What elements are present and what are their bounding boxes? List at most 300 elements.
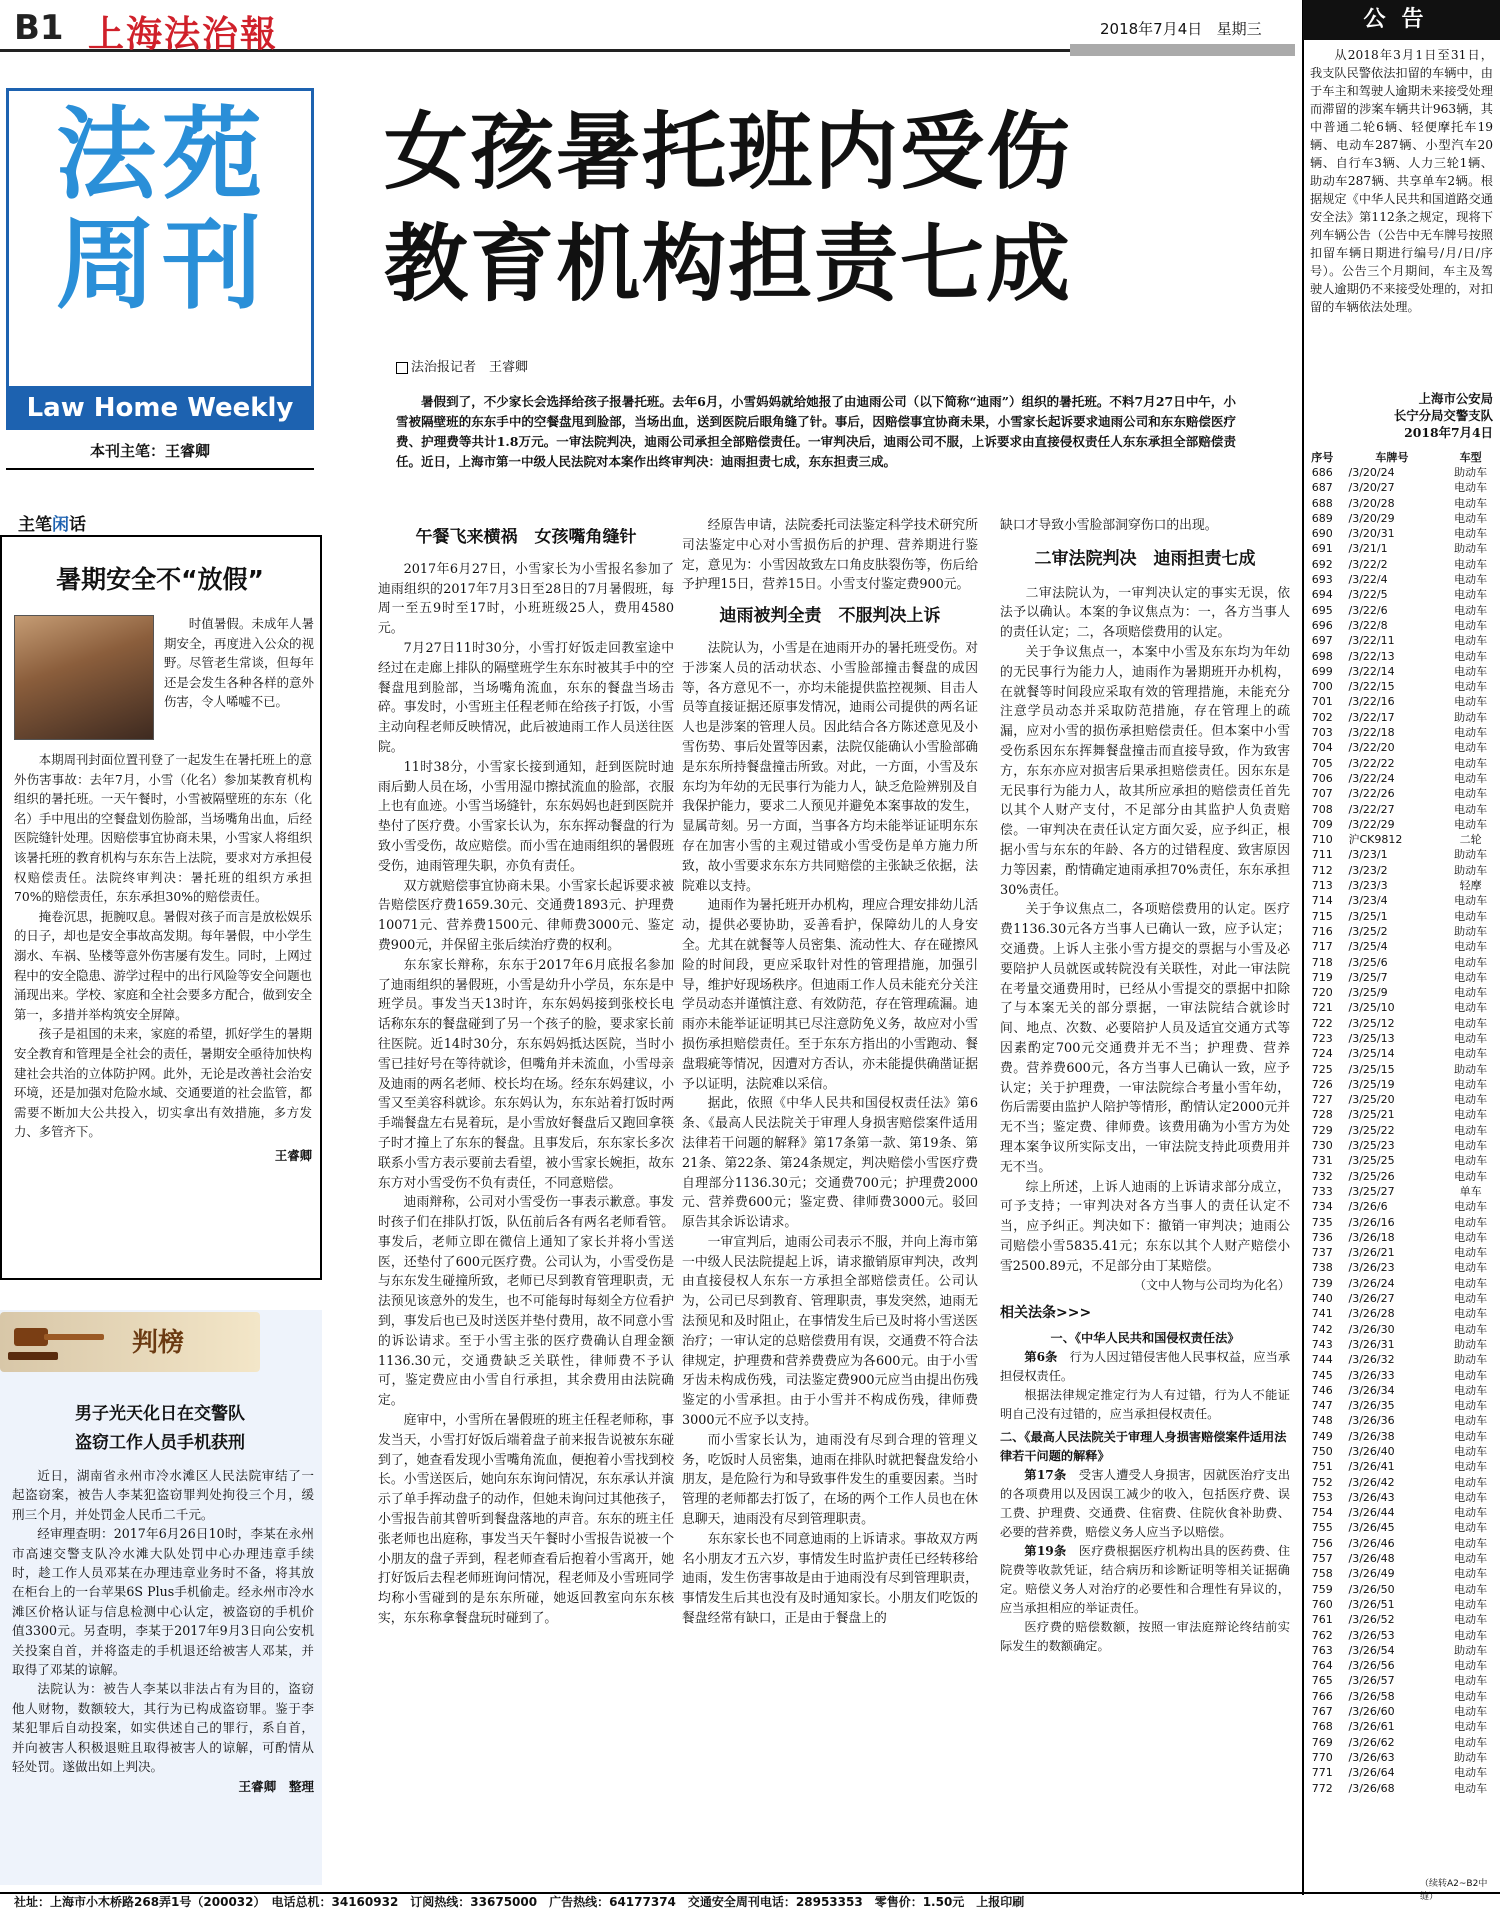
article-column-1 bbox=[378, 528, 674, 1888]
table-cell: 696 bbox=[1311, 618, 1333, 632]
table-row bbox=[1304, 511, 1498, 526]
table-row bbox=[1304, 633, 1498, 648]
editorial-body bbox=[14, 750, 312, 1165]
table-row bbox=[1304, 1352, 1498, 1367]
table-cell: /3/25/13 bbox=[1348, 1031, 1395, 1045]
table-cell: 717 bbox=[1311, 940, 1333, 954]
law-section-2-title: 二、《最高人民法院关于审理人身损害赔偿案件适用法律若干问题的解释》 bbox=[1000, 1430, 1287, 1464]
table-cell: 电动车 bbox=[1454, 557, 1488, 571]
table-cell: /3/26/64 bbox=[1348, 1766, 1395, 1780]
table-cell: 735 bbox=[1311, 1215, 1333, 1229]
table-row bbox=[1304, 1291, 1498, 1306]
table-cell: 电动车 bbox=[1454, 1705, 1488, 1719]
table-cell: 电动车 bbox=[1454, 664, 1488, 678]
table-header: 车牌号 bbox=[1375, 450, 1409, 464]
table-cell: 706 bbox=[1311, 771, 1333, 785]
table-cell: 701 bbox=[1311, 695, 1333, 709]
table-cell: 电动车 bbox=[1454, 511, 1488, 525]
table-row bbox=[1304, 694, 1498, 709]
notice-sign-line: 上海市公安局 bbox=[1418, 391, 1493, 406]
table-cell: /3/22/13 bbox=[1348, 649, 1395, 663]
table-row bbox=[1304, 465, 1498, 480]
table-row bbox=[1304, 1276, 1498, 1291]
law-article: 第6条 bbox=[1024, 1350, 1058, 1365]
verdict-title-line1: 男子光天化日在交警队 bbox=[75, 1404, 245, 1424]
table-cell: 电动车 bbox=[1454, 1521, 1488, 1535]
table-cell: 730 bbox=[1311, 1139, 1333, 1153]
table-cell: 电动车 bbox=[1454, 741, 1488, 755]
vehicle-table bbox=[1304, 448, 1498, 1796]
table-cell: 电动车 bbox=[1454, 1552, 1488, 1566]
table-cell: /3/26/44 bbox=[1348, 1506, 1395, 1520]
table-cell: 电动车 bbox=[1454, 802, 1488, 816]
table-cell: /3/23/1 bbox=[1348, 848, 1388, 862]
table-cell: 766 bbox=[1311, 1689, 1333, 1703]
table-row bbox=[1304, 970, 1498, 985]
table-cell: 电动车 bbox=[1454, 1322, 1488, 1336]
table-row bbox=[1304, 1169, 1498, 1184]
table-row bbox=[1304, 1107, 1498, 1122]
table-cell: /3/25/23 bbox=[1348, 1139, 1395, 1153]
table-cell: /3/20/28 bbox=[1348, 496, 1395, 510]
table-row bbox=[1304, 1184, 1498, 1199]
table-cell: 726 bbox=[1311, 1077, 1333, 1091]
table-cell: 电动车 bbox=[1454, 1108, 1488, 1122]
table-cell: 731 bbox=[1311, 1154, 1333, 1168]
table-cell: 707 bbox=[1311, 787, 1333, 801]
table-cell: /3/22/15 bbox=[1348, 680, 1395, 694]
table-row bbox=[1304, 863, 1498, 878]
table-cell: 725 bbox=[1311, 1062, 1333, 1076]
table-row bbox=[1304, 1306, 1498, 1321]
notice-title: 公告 bbox=[1303, 0, 1500, 40]
masthead: 上海法治報 bbox=[88, 13, 279, 55]
table-cell: 助动车 bbox=[1454, 710, 1488, 724]
table-row bbox=[1304, 710, 1498, 725]
table-row bbox=[1304, 1077, 1498, 1092]
table-cell: /3/26/41 bbox=[1348, 1460, 1395, 1474]
paragraph: 庭审中，小雪所在暑假班的班主任程老师称，事发当天，小雪打好饭后端着盘子前来报告说被东东碰到了，她查看发现小雪嘴角流血，便抱着小雪找到校长。小雪送医后，她向东东询问情况，东东承认并演示了单手挥动盘子的动作，但她未询问过其他孩子，小雪报告前其曾听到餐盘落地的声音。东东的班主任张老师也出庭称，事发当天午餐时小雪报告说被一个小朋友的盘子弄到，程老师查看后抱着小雪离开，她打好饭后去程老师班询问情况，程老师及小雪班同学均称小雪碰到的是东东所碰，她返回教室向东东核实，东东称拿餐盘玩时碰到了。 bbox=[378, 1413, 674, 1627]
paragraph: 缺口才导致小雪脸部洞穿伤口的出现。 bbox=[1000, 518, 1218, 533]
table-cell: 电动车 bbox=[1454, 680, 1488, 694]
notice-body: 从2018年3月1日至31日，我支队民警依法扣留的车辆中，由于车主和驾驶人逾期未来接受处理而滞留的涉案车辆共计963辆，其中普通二轮6辆、轻便摩托车19辆、电动车287辆、小型汽车20辆、自行车3辆、人力三轮1辆、助动车287辆、共享单车2辆。根据规定《中华人民共和国道路交通安全法》第112条之规定，现将下列车辆公告（公告中无车牌号按照扣留车辆日期进行编号/月/日/序号）。公告三个月期间，车主及驾驶人逾期仍不来接受处理的，对扣留的车辆依法处理。 bbox=[1310, 48, 1493, 314]
table-cell: 电动车 bbox=[1454, 1429, 1488, 1443]
table-cell: 704 bbox=[1311, 741, 1333, 755]
paragraph: 二审法院认为，一审判决认定的事实无误，依法予以确认。本案的争议焦点为：一，各方当事人的责任认定；二，各项赔偿费用的认定。 bbox=[1000, 585, 1290, 641]
table-cell: 755 bbox=[1311, 1521, 1333, 1535]
table-cell: 740 bbox=[1311, 1292, 1333, 1306]
table-row bbox=[1304, 924, 1498, 939]
table-row bbox=[1304, 1337, 1498, 1352]
table-cell: 703 bbox=[1311, 726, 1333, 740]
table-cell: /3/26/18 bbox=[1348, 1230, 1395, 1244]
table-cell: /3/22/4 bbox=[1348, 573, 1388, 587]
table-cell: /3/25/26 bbox=[1348, 1169, 1395, 1183]
table-row bbox=[1304, 1444, 1498, 1459]
table-cell: 电动车 bbox=[1454, 1567, 1488, 1581]
table-cell: 752 bbox=[1311, 1475, 1333, 1489]
table-row bbox=[1304, 725, 1498, 740]
table-cell: /3/25/1 bbox=[1348, 909, 1388, 923]
table-row bbox=[1304, 893, 1498, 908]
table-cell: /3/22/8 bbox=[1348, 618, 1388, 632]
table-row bbox=[1304, 802, 1498, 817]
subheading-1: 午餐飞来横祸 女孩嘴角缝针 bbox=[415, 528, 637, 547]
table-cell: 电动车 bbox=[1454, 527, 1488, 541]
table-cell: /3/26/42 bbox=[1348, 1475, 1395, 1489]
table-cell: /3/26/50 bbox=[1348, 1582, 1395, 1596]
verdict-body bbox=[12, 1466, 314, 1796]
table-cell: /3/22/18 bbox=[1348, 726, 1395, 740]
law-article: 第19条 bbox=[1024, 1544, 1067, 1559]
table-row bbox=[1304, 985, 1498, 1000]
table-row bbox=[1304, 572, 1498, 587]
table-cell: /3/20/29 bbox=[1348, 511, 1395, 525]
table-row bbox=[1304, 847, 1498, 862]
table-cell: /3/22/20 bbox=[1348, 741, 1395, 755]
table-cell: /3/26/31 bbox=[1348, 1337, 1395, 1351]
table-cell: /3/25/22 bbox=[1348, 1123, 1395, 1137]
table-cell: /3/26/45 bbox=[1348, 1521, 1395, 1535]
table-cell: /3/26/54 bbox=[1348, 1643, 1395, 1657]
table-cell: 719 bbox=[1311, 970, 1333, 984]
section-title bbox=[22, 96, 302, 323]
table-cell: 电动车 bbox=[1454, 1077, 1488, 1091]
article-column-2 bbox=[682, 516, 978, 1888]
table-cell: 电动车 bbox=[1454, 1674, 1488, 1688]
table-cell: 695 bbox=[1311, 603, 1333, 617]
table-cell: 电动车 bbox=[1454, 588, 1488, 602]
table-row bbox=[1304, 1153, 1498, 1168]
table-row bbox=[1304, 1398, 1498, 1413]
table-cell: 711 bbox=[1311, 848, 1333, 862]
table-cell: 电动车 bbox=[1454, 1445, 1488, 1458]
law-text: 行为人因过错侵害他人民事权益，应当承担侵权责任。 bbox=[1000, 1350, 1290, 1384]
editorial-tag-prefix: 主笔 bbox=[18, 515, 52, 535]
table-cell: /3/23/4 bbox=[1348, 894, 1388, 908]
table-cell: 688 bbox=[1311, 496, 1333, 510]
table-cell: 电动车 bbox=[1454, 1766, 1488, 1780]
subheading-2: 迪雨被判全责 不服判决上诉 bbox=[719, 606, 941, 627]
law-text: 受害人遭受人身损害，因就医治疗支出的各项费用以及因误工减少的收入，包括医疗费、误工费、护理费、交通费、住宿费、住院伙食补助费、必要的营养费，赔偿义务人应当予以赔偿。 bbox=[1000, 1468, 1290, 1540]
table-header: 车型 bbox=[1459, 450, 1482, 464]
section-title-line2: 周刊 bbox=[56, 206, 268, 323]
table-cell: 电动车 bbox=[1454, 1659, 1488, 1673]
editorial-tag-suffix: 话 bbox=[69, 515, 86, 535]
table-row bbox=[1304, 679, 1498, 694]
table-cell: 734 bbox=[1311, 1200, 1333, 1214]
table-cell: 电动车 bbox=[1454, 1781, 1488, 1795]
table-cell: 电动车 bbox=[1454, 649, 1488, 663]
editorial-paragraph: 本期周刊封面位置刊登了一起发生在暑托班上的意外伤害事故：去年7月，小雪（化名）参加某教育机构组织的暑托班。一天午餐时，小雪被隔壁班的东东（化名）手中甩出的空餐盘划伤脸部，当场嘴角出血，后经医院缝针处理。因赔偿事宜协商未果，小雪家人将组织该暑托班的教育机构与东东告上法院，要求对方承担侵权赔偿责任。法院终审判决：暑托班的组织方承担70%的赔偿责任，东东承担30%的赔偿责任。 bbox=[14, 752, 312, 905]
table-cell: 724 bbox=[1311, 1047, 1333, 1061]
table-cell: 699 bbox=[1311, 664, 1333, 678]
continued-note: （续转A2~B2中缝） bbox=[1420, 1879, 1488, 1902]
table-cell: 电动车 bbox=[1454, 1200, 1488, 1214]
table-cell: 电动车 bbox=[1454, 894, 1488, 908]
table-cell: 744 bbox=[1311, 1353, 1333, 1367]
table-row bbox=[1304, 1322, 1498, 1337]
table-row bbox=[1304, 1612, 1498, 1627]
table-cell: /3/25/21 bbox=[1348, 1108, 1395, 1122]
table-cell: /3/25/2 bbox=[1348, 924, 1388, 938]
footer: 社址：上海市小木桥路268弄1号（200032） 电话总机：34160932 订阅热线：33675000 广告热线：64177374 交通安全周刊电话：28953353 零售价：1.50元 上报印刷 bbox=[0, 1892, 1500, 1910]
table-cell: 助动车 bbox=[1454, 542, 1488, 556]
table-cell: 765 bbox=[1311, 1674, 1333, 1688]
table-cell: 761 bbox=[1311, 1613, 1333, 1627]
paragraph: 迪雨作为暑托班开办机构，理应合理安排幼儿活动，提供必要协助，妥善看护，保障幼儿的人身安全。尤其在就餐等人员密集、流动性大、存在碰擦风险的时间段，更应采取针对性的管理措施，加强引导，维护好现场秩序。但迪雨工作人员未能充分关注学员动态并谨慎注意、有效防范，存在管理疏漏。迪雨亦未能举证证明其已尽注意防免义务，故应对小雪损伤承担赔偿责任。至于东东方指出的小雪跑动、餐盘瑕疵等情况，因遭对方否认，亦未能提供确凿证据予以证明，法院难以采信。 bbox=[682, 898, 978, 1092]
table-cell: 电动车 bbox=[1454, 771, 1488, 785]
table-cell: 电动车 bbox=[1454, 1490, 1488, 1504]
headline bbox=[384, 96, 1072, 320]
table-cell: /3/26/61 bbox=[1348, 1720, 1395, 1734]
byline bbox=[396, 356, 528, 375]
notice-sign-line: 2018年7月4日 bbox=[1404, 425, 1493, 440]
table-cell: 电动车 bbox=[1454, 1031, 1488, 1045]
table-cell: /3/25/4 bbox=[1348, 940, 1388, 954]
verdict-paragraph: 经审理查明：2017年6月26日10时，李某在永州市高速交警支队冷水滩大队处罚中心办理违章手续时，趁工作人员邓某在办理违章业务时不备，将其放在柜台上的一台苹果6S Plus手机偷走。经永州市冷水滩区价格认证与信息检测中心认定，被盗窃的手机价值3300元。另查明，李某于2017年9月3日向公安机关投案自首，并将盗走的手机退还给被害人邓某，并取得了邓某的谅解。 bbox=[12, 1526, 314, 1678]
table-row bbox=[1304, 1658, 1498, 1673]
paragraph: 迪雨辩称，公司对小雪受伤一事表示歉意。事发时孩子们在排队打饭，队伍前后各有两名老师看管。事发后，老师立即在微信上通知了家长并将小雪送医，还垫付了600元医疗费。公司认为，小雪受伤是与东东发生碰撞所致，老师已尽到教育管理职责，无法预见该意外的发生，也不可能每时每刻全方位看护到，事发后也已及时送医并垫付费用，故不同意小雪的诉讼请求。至于小雪主张的医疗费确认自理金额1136.30元，交通费缺乏关联性，律师费不予认可，鉴定费应由小雪自行承担，其余费用由法院确定。 bbox=[378, 1195, 674, 1409]
table-row bbox=[1304, 1536, 1498, 1551]
table-row bbox=[1304, 1046, 1498, 1061]
table-cell: /3/25/12 bbox=[1348, 1016, 1395, 1030]
table-cell: 767 bbox=[1311, 1705, 1333, 1719]
table-cell: /3/22/27 bbox=[1348, 802, 1395, 816]
table-cell: /3/22/6 bbox=[1348, 603, 1388, 617]
table-cell: /3/26/30 bbox=[1348, 1322, 1395, 1336]
table-cell: 689 bbox=[1311, 511, 1333, 525]
table-row bbox=[1304, 664, 1498, 679]
table-cell: /3/25/20 bbox=[1348, 1093, 1395, 1107]
table-cell: 756 bbox=[1311, 1536, 1333, 1550]
table-cell: 电动车 bbox=[1454, 1261, 1488, 1275]
table-cell: 702 bbox=[1311, 710, 1333, 724]
table-cell: 二轮 bbox=[1459, 833, 1482, 847]
table-cell: 电动车 bbox=[1454, 618, 1488, 632]
paragraph: 东东家长辩称，东东于2017年6月底报名参加了迪雨组织的暑假班，小雪是幼升小学员，东东是中班学员。事发当天13时许，东东妈妈接到张校长电话称东东的餐盘碰到了另一个孩子的脸，要求家长前往医院。近14时30分，东东妈妈抵达医院，当时小雪已挂好号在等待就诊，但嘴角并未流血，小雪母亲及迪雨的两名老师、校长均在场。经东东妈建议，小雪又至美容科就诊。东东妈认为，东东站着打饭时两手端餐盘左右晃着玩，是小雪放好餐盘后又跑回拿筷子时才撞上了东东的餐盘。且事发后，东东家长多次联系小雪方表示要前去看望，被小雪家长婉拒，故东东方对小雪受伤不负有责任，不同意赔偿。 bbox=[378, 957, 674, 1191]
table-row bbox=[1304, 1459, 1498, 1474]
table-row bbox=[1304, 1215, 1498, 1230]
table-cell: 电动车 bbox=[1454, 1139, 1488, 1153]
table-row bbox=[1304, 786, 1498, 801]
table-cell: 电动车 bbox=[1454, 1001, 1488, 1015]
editorial-title: 暑期安全不“放假” bbox=[56, 565, 264, 594]
table-cell: 710 bbox=[1311, 833, 1333, 847]
table-cell: /3/23/2 bbox=[1348, 863, 1388, 877]
paragraph: 法院认为，小雪是在迪雨开办的暑托班受伤。对于涉案人员的活动状态、小雪脸部撞击餐盘的成因等，各方意见不一，亦均未能提供监控视频、目击人员等直接证据还原事发情况，迪雨公司提供的两名证人也是涉案的管理人员。因此结合各方陈述意见及小雪伤势、事后处置等因素，法院仅能确认小雪脸部确是东东所持餐盘撞击所致。对此，一方面，小雪及东东均为年幼的无民事行为能力人，缺乏危险辨别及自我保护能力，要求二人预见并避免本案事故的发生，显属苛刻。另一方面，当事各方均未能举证证明东东存在加害小雪的主观过错或小雪受伤是单方施力所致，故小雪要求东东方共同赔偿的主张缺乏依据，法院难以支持。 bbox=[682, 640, 978, 894]
table-cell: /3/22/11 bbox=[1348, 634, 1395, 648]
table-cell: /3/26/63 bbox=[1348, 1750, 1395, 1764]
table-cell: 单车 bbox=[1459, 1184, 1482, 1198]
table-cell: /3/26/36 bbox=[1348, 1414, 1395, 1428]
section-editor: 本刊主笔：王睿卿 bbox=[90, 442, 211, 460]
table-cell: 电动车 bbox=[1454, 1246, 1488, 1260]
table-cell: 712 bbox=[1311, 863, 1333, 877]
table-cell: /3/26/32 bbox=[1348, 1353, 1395, 1367]
table-cell: 691 bbox=[1311, 542, 1333, 556]
table-cell: 692 bbox=[1311, 557, 1333, 571]
table-cell: /3/26/23 bbox=[1348, 1261, 1395, 1275]
table-cell: /3/21/1 bbox=[1348, 542, 1388, 556]
table-cell: 749 bbox=[1311, 1429, 1333, 1443]
law-text: 医疗费根据医疗机构出具的医药费、住院费等收款凭证，结合病历和诊断证明等相关证据确定。赔偿义务人对治疗的必要性和合理性有异议的，应当承担相应的举证责任。 bbox=[1000, 1544, 1290, 1616]
table-row bbox=[1304, 939, 1498, 954]
table-cell: /3/26/28 bbox=[1348, 1307, 1395, 1321]
table-cell: 713 bbox=[1311, 879, 1333, 893]
paragraph: 东东家长也不同意迪雨的上诉请求。事故双方两名小朋友才五六岁，事情发生时监护责任已经转移给迪雨，发生伤害事故是由于迪雨没有尽到管理职责，事情发生后其也没有及时通知家长。小朋友们吃饭的餐盘经常有缺口，正是由于餐盘上的 bbox=[682, 1531, 978, 1627]
table-cell: /3/25/27 bbox=[1348, 1184, 1395, 1198]
table-cell: 电动车 bbox=[1454, 1368, 1488, 1382]
table-cell: /3/22/16 bbox=[1348, 695, 1395, 709]
paragraph: 7月27日11时30分，小雪打好饭走回教室途中经过在走廊上排队的隔壁班学生东东时被其手中的空餐盘甩到脸部，当场嘴角流血，东东的餐盘当场击碎。事发时，小雪班主任程老师在给孩子打饭，小雪主动向程老师反映情况，此后被迪雨工作人员送往医院。 bbox=[378, 640, 674, 755]
table-cell: 电动车 bbox=[1454, 695, 1488, 709]
table-cell: 757 bbox=[1311, 1552, 1333, 1566]
table-cell: 电动车 bbox=[1454, 1154, 1488, 1168]
table-cell: 721 bbox=[1311, 1001, 1333, 1015]
table-cell: 727 bbox=[1311, 1093, 1333, 1107]
table-cell: 750 bbox=[1311, 1445, 1333, 1458]
verdict-paragraph: 近日，湖南省永州市冷水滩区人民法院审结了一起盗窃案，被告人李某犯盗窃罪判处拘役三个月，缓刑三个月，并处罚金人民币二千元。 bbox=[12, 1468, 314, 1522]
table-cell: 助动车 bbox=[1454, 1750, 1488, 1764]
table-cell: 助动车 bbox=[1454, 466, 1488, 479]
law-text: 医疗费的赔偿数额，按照一审法庭辩论终结前实际发生的数额确定。 bbox=[1000, 1620, 1290, 1654]
table-cell: 电动车 bbox=[1454, 496, 1488, 510]
table-cell: /3/26/21 bbox=[1348, 1246, 1395, 1260]
table-cell: 762 bbox=[1311, 1628, 1333, 1642]
table-row bbox=[1304, 618, 1498, 633]
table-cell: 电动车 bbox=[1454, 1123, 1488, 1137]
table-cell: 764 bbox=[1311, 1659, 1333, 1673]
table-cell: 743 bbox=[1311, 1337, 1333, 1351]
table-cell: 747 bbox=[1311, 1399, 1333, 1413]
editorial-author: 王睿卿 bbox=[274, 1147, 312, 1163]
table-row bbox=[1304, 1520, 1498, 1535]
table-cell: /3/26/16 bbox=[1348, 1215, 1395, 1229]
section-title-line1: 法苑 bbox=[56, 96, 268, 213]
table-row bbox=[1304, 1566, 1498, 1581]
editorial-tag-mid: 闲 bbox=[52, 515, 69, 535]
headline-line1: 女孩暑托班内受伤 bbox=[384, 102, 1073, 201]
table-cell: /3/25/6 bbox=[1348, 955, 1388, 969]
table-row bbox=[1304, 1597, 1498, 1612]
verdict-title bbox=[10, 1400, 310, 1458]
table-cell: /3/22/29 bbox=[1348, 817, 1395, 831]
table-row bbox=[1304, 480, 1498, 495]
table-cell: 758 bbox=[1311, 1567, 1333, 1581]
table-cell: 708 bbox=[1311, 802, 1333, 816]
table-cell: 690 bbox=[1311, 527, 1333, 541]
table-cell: /3/22/5 bbox=[1348, 588, 1388, 602]
table-cell: /3/22/22 bbox=[1348, 756, 1395, 770]
table-cell: /3/26/49 bbox=[1348, 1567, 1395, 1581]
table-row bbox=[1304, 1230, 1498, 1245]
table-cell: /3/25/10 bbox=[1348, 1001, 1395, 1015]
verdict-paragraph: 法院认为：被告人李某以非法占有为目的，盗窃他人财物，数额较大，其行为已构成盗窃罪。鉴于李某犯罪后自动投案，如实供述自己的罪行，系自首，并向被害人积极退赃且取得被害人的谅解，可酌情从轻处罚。遂做出如上判决。 bbox=[12, 1681, 314, 1775]
table-cell: 697 bbox=[1311, 634, 1333, 648]
table-cell: /3/22/2 bbox=[1348, 557, 1388, 571]
paragraph: 2017年6月27日，小雪家长为小雪报名参加了迪雨组织的2017年7月3日至28日的7月暑假班，每周一至五9时至17时，小班班级25人，费用4580元。 bbox=[378, 561, 674, 637]
table-row bbox=[1304, 1000, 1498, 1015]
headline-line2: 教育机构担责七成 bbox=[384, 214, 1073, 313]
table-cell: /3/26/56 bbox=[1348, 1659, 1395, 1673]
table-cell: 电动车 bbox=[1454, 1597, 1488, 1611]
table-row bbox=[1304, 1123, 1498, 1138]
related-laws-heading: 相关法条>>> bbox=[1000, 1305, 1092, 1322]
table-cell: 736 bbox=[1311, 1230, 1333, 1244]
table-cell: /3/26/60 bbox=[1348, 1705, 1395, 1719]
table-cell: 电动车 bbox=[1454, 787, 1488, 801]
table-row bbox=[1304, 649, 1498, 664]
table-cell: 770 bbox=[1311, 1750, 1333, 1764]
table-cell: /3/26/33 bbox=[1348, 1368, 1395, 1382]
table-cell: 754 bbox=[1311, 1506, 1333, 1520]
table-row bbox=[1304, 1643, 1498, 1658]
law-text: 根据法律规定推定行为人有过错，行为人不能证明自己没有过错的，应当承担侵权责任。 bbox=[1000, 1388, 1290, 1422]
table-cell: /3/20/31 bbox=[1348, 527, 1395, 541]
table-cell: /3/25/25 bbox=[1348, 1154, 1395, 1168]
table-row bbox=[1304, 832, 1498, 847]
table-cell: /3/26/43 bbox=[1348, 1490, 1395, 1504]
table-cell: 705 bbox=[1311, 756, 1333, 770]
table-cell: /3/25/7 bbox=[1348, 970, 1388, 984]
table-cell: 733 bbox=[1311, 1184, 1333, 1198]
table-cell: 助动车 bbox=[1454, 1643, 1488, 1657]
table-cell: 745 bbox=[1311, 1368, 1333, 1382]
related-laws bbox=[1000, 1304, 1290, 1656]
table-cell: 电动车 bbox=[1454, 1292, 1488, 1306]
editorial-paragraph: 孩子是祖国的未来，家庭的希望，抓好学生的暑期安全教育和管理是全社会的责任，暑期安全亟待加快构建社会共治的立体防护网。此外，无论是改善社会治安环境，还是加强对危险水域、交通要道的社会监管，都需要不断加大公共投入，切实拿出有效措施，多方发力、多管齐下。 bbox=[14, 1026, 312, 1140]
paragraph: 一审宣判后，迪雨公司表示不服，并向上海市第一中级人民法院提起上诉，请求撤销原审判决，改判由直接侵权人东东一方承担全部赔偿责任。公司认为，公司已尽到教育、管理职责，事发突然，迪雨无法预见和及时阻止，在事情发生后已及时将小雪送医治疗；一审认定的总赔偿费用有误，交通费不符合法律规定，护理费和营养费费应为各600元。由于小雪牙齿未构成伤残，司法鉴定费900元应当由提出伤残鉴定的小雪承担。由于小雪并不构成伤残，律师费3000元不应予以支持。 bbox=[682, 1234, 978, 1429]
table-row bbox=[1304, 541, 1498, 556]
table-cell: 771 bbox=[1311, 1766, 1333, 1780]
paragraph: 双方就赔偿事宜协商未果。小雪家长起诉要求被告赔偿医疗费1659.30元、交通费1893元、护理费10071元、营养费1500元、律师费3000元、鉴定费900元，并保留主张后续治疗费的权利。 bbox=[378, 878, 674, 953]
table-row bbox=[1304, 1628, 1498, 1643]
table-cell: /3/26/46 bbox=[1348, 1536, 1395, 1550]
notice-sign-line: 长宁分局交警支队 bbox=[1393, 408, 1493, 423]
table-cell: 电动车 bbox=[1454, 573, 1488, 587]
table-cell: /3/26/6 bbox=[1348, 1200, 1388, 1214]
verdict-label: 判榜 bbox=[132, 1328, 185, 1358]
table-cell: 电动车 bbox=[1454, 1613, 1488, 1627]
editorial-paragraph: 时值暑假。未成年人暑期安全，再度进入公众的视野。尽管老生常谈，但每年还是会发生各种各样的意外伤害，令人唏嘘不已。 bbox=[164, 616, 314, 710]
table-row bbox=[1304, 1260, 1498, 1275]
subheading-3: 二审法院判决 迪雨担责七成 bbox=[1034, 548, 1256, 569]
table-cell: 739 bbox=[1311, 1276, 1333, 1290]
table-row bbox=[1304, 1505, 1498, 1520]
paragraph: 关于争议焦点一，本案中小雪及东东均为年幼的无民事行为能力人，迪雨作为暑期班开办机构，在就餐等时间段应采取有效的管理措施，未能充分注意学员动态并采取防范措施，存在管理上的疏漏，应对小雪的损伤承担赔偿责任。但本案中小雪受伤系因东东挥舞餐盘撞击而直接导致，作为致害方，东东亦应对损害后果承担赔偿责任。因东东是无民事行为能力人，故其所应承担的赔偿责任首先以其个人财产支付，不足部分由其监护人负责赔偿。一审判决在责任认定方面欠妥，应予纠正，根据小雪与东东的年龄、各方的过错程度、致害原因力等因素，酌情确定迪雨承担70%责任，东东承担30%责任。 bbox=[1000, 644, 1290, 898]
table-cell: /3/26/53 bbox=[1348, 1628, 1395, 1642]
author-photo bbox=[14, 615, 154, 740]
table-cell: 电动车 bbox=[1454, 1735, 1488, 1749]
table-cell: 751 bbox=[1311, 1460, 1333, 1474]
table-row bbox=[1304, 1429, 1498, 1444]
law-section-1-title: 一、《中华人民共和国侵权责任法》 bbox=[1050, 1331, 1240, 1346]
table-cell: 助动车 bbox=[1454, 1062, 1488, 1076]
table-cell: 电动车 bbox=[1454, 1215, 1488, 1229]
table-cell: /3/22/14 bbox=[1348, 664, 1395, 678]
paragraph: 11时38分，小雪家长接到通知，赶到医院时迪雨后勤人员在场，小雪用湿巾擦拭流血的脸部，衣服上也有血迹。小雪当场缝针，东东妈妈也赶到医院并垫付了医疗费。小雪家长认为，东东挥动餐盘的行为致小雪受伤，故应赔偿。而小雪在迪雨组织的暑假班受伤，迪雨管理失职，亦负有责任。 bbox=[378, 759, 674, 874]
table-cell: 693 bbox=[1311, 573, 1333, 587]
table-cell: 687 bbox=[1311, 481, 1333, 495]
table-cell: 电动车 bbox=[1454, 986, 1488, 1000]
table-cell: 电动车 bbox=[1454, 1230, 1488, 1244]
table-cell: 助动车 bbox=[1454, 1337, 1488, 1351]
table-cell: 电动车 bbox=[1454, 1016, 1488, 1030]
editorial-tag bbox=[18, 510, 86, 535]
header-divider bbox=[1070, 44, 1295, 56]
table-cell: 742 bbox=[1311, 1322, 1333, 1336]
